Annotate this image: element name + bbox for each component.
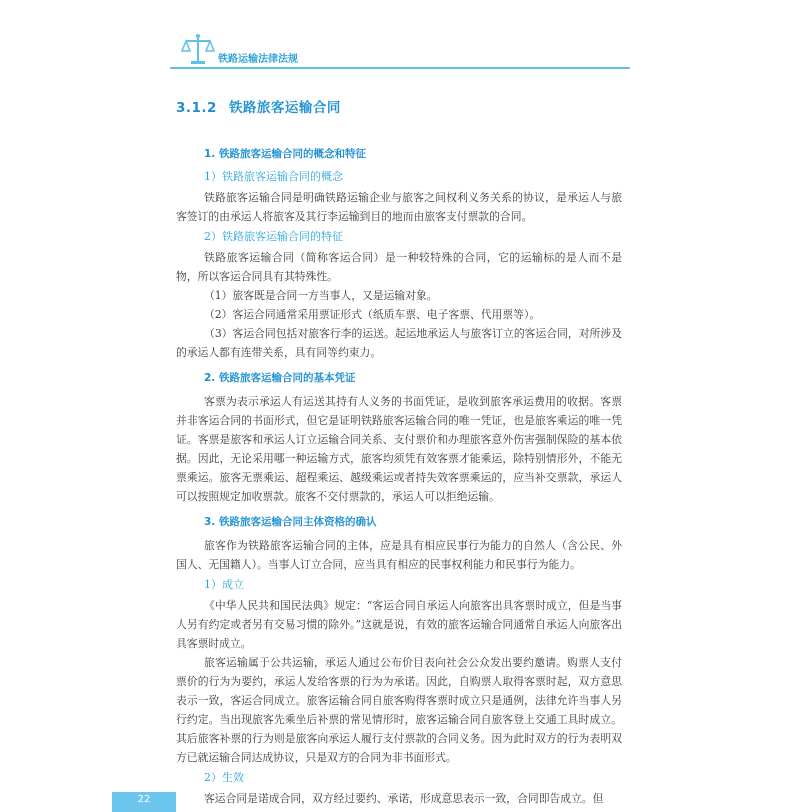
- paragraph-effect: 客运合同是诺成合同，双方经过要约、承诺，形成意思表示一致，合同即告成立。但: [204, 792, 604, 805]
- subheading-effect: 2）生效: [204, 771, 244, 784]
- scales-of-justice-icon: [180, 32, 216, 66]
- subheading-characteristics: 2）铁路旅客运输合同的特征: [204, 230, 343, 243]
- page-number-tab: [112, 792, 176, 812]
- subheading-basic-voucher: 2. 铁路旅客运输合同的基本凭证: [204, 372, 356, 384]
- header-title: 铁路运输法律法规: [218, 54, 298, 65]
- list-item: （1）旅客既是合同一方当事人，又是运输对象。: [204, 289, 438, 302]
- paragraph-subject: 旅客作为铁路旅客运输合同的主体，应是具有相应民事行为能力的自然人（含公民、外国人、无国籍人）。当事人订立合同，应当具有相应的民事权利能力和民事行为能力。: [176, 539, 622, 571]
- paragraph-ticket: 客票为表示承运人有运送其持有人义务的书面凭证，是收到旅客承运费用的收据。客票并非客运合同的书面形式，但它是证明铁路旅客运输合同的唯一凭证，也是旅客乘运的唯一凭证。客票是旅客和承运人订立运输合同关系、支付票价和办理旅客意外伤害强制保险的基本依据。因此，无论采用哪一种运输方式，旅客均须凭有效客票才能乘运，除特别情形外，不能无票乘运。旅客无票乘运、超程乘运、越级乘运或者持失效客票乘运的，应当补交票款，承运人可以按照规定加收票款。旅客不交付票款的，承运人可以拒绝运输。: [176, 395, 622, 503]
- paragraph-definition: 铁路旅客运输合同是明确铁路运输企业与旅客之间权利义务关系的协议，是承运人与旅客签订的由承运人将旅客及其行李运输到目的地而由旅客支付票款的合同。: [176, 191, 622, 223]
- page-number: 22: [137, 794, 151, 805]
- paragraph-characteristics: 铁路旅客运输合同（简称客运合同）是一种较特殊的合同，它的运输标的是人而不是物，所以客运合同具有其特殊性。: [176, 251, 622, 283]
- subheading-subject-qualification: 3. 铁路旅客运输合同主体资格的确认: [204, 516, 377, 528]
- section-number: 3.1.2: [176, 100, 217, 116]
- subheading-formation: 1）成立: [204, 578, 244, 591]
- list-item: （3）客运合同包括对旅客行李的运送。起运地承运人与旅客订立的客运合同，对所涉及的承运人都有连带关系，具有同等约束力。: [176, 327, 622, 359]
- page-body: [176, 96, 622, 808]
- paragraph-public-transport: 旅客运输属于公共运输，承运人通过公布价目表向社会公众发出要约邀请。购票人支付票价的行为为要约，承运人发给客票的行为为承诺。因此，自购票人取得客票时起，双方意思表示一致，客运合同成立。旅客运输合同自旅客购得客票时成立只是通例，法律允许当事人另行约定。当出现旅客先乘坐后补票的常见情形时，旅客运输合同自旅客登上交通工具时成立。其后旅客补票的行为则是旅客向承运人履行支付票款的合同义务。因为此时双方的行为表明双方已就运输合同达成协议，只是双方的合同为非书面形式。: [176, 656, 622, 764]
- section-heading: [176, 96, 622, 116]
- subheading-concept-definition: 1）铁路旅客运输合同的概念: [204, 170, 343, 183]
- running-header: [170, 30, 800, 72]
- subheading-concept: 1. 铁路旅客运输合同的概念和特征: [204, 148, 366, 160]
- list-item: （2）客运合同通常采用票证形式（纸质车票、电子客票、代用票等）。: [204, 308, 541, 321]
- section-title: 铁路旅客运输合同: [228, 100, 341, 116]
- header-rule: [170, 67, 630, 69]
- paragraph-civil-code: 《中华人民共和国民法典》规定：“客运合同自承运人向旅客出具客票时成立，但是当事人另有约定或者另有交易习惯的除外。”这就是说，有效的旅客运输合同通常自承运人向旅客出具客票时成立。: [176, 599, 622, 650]
